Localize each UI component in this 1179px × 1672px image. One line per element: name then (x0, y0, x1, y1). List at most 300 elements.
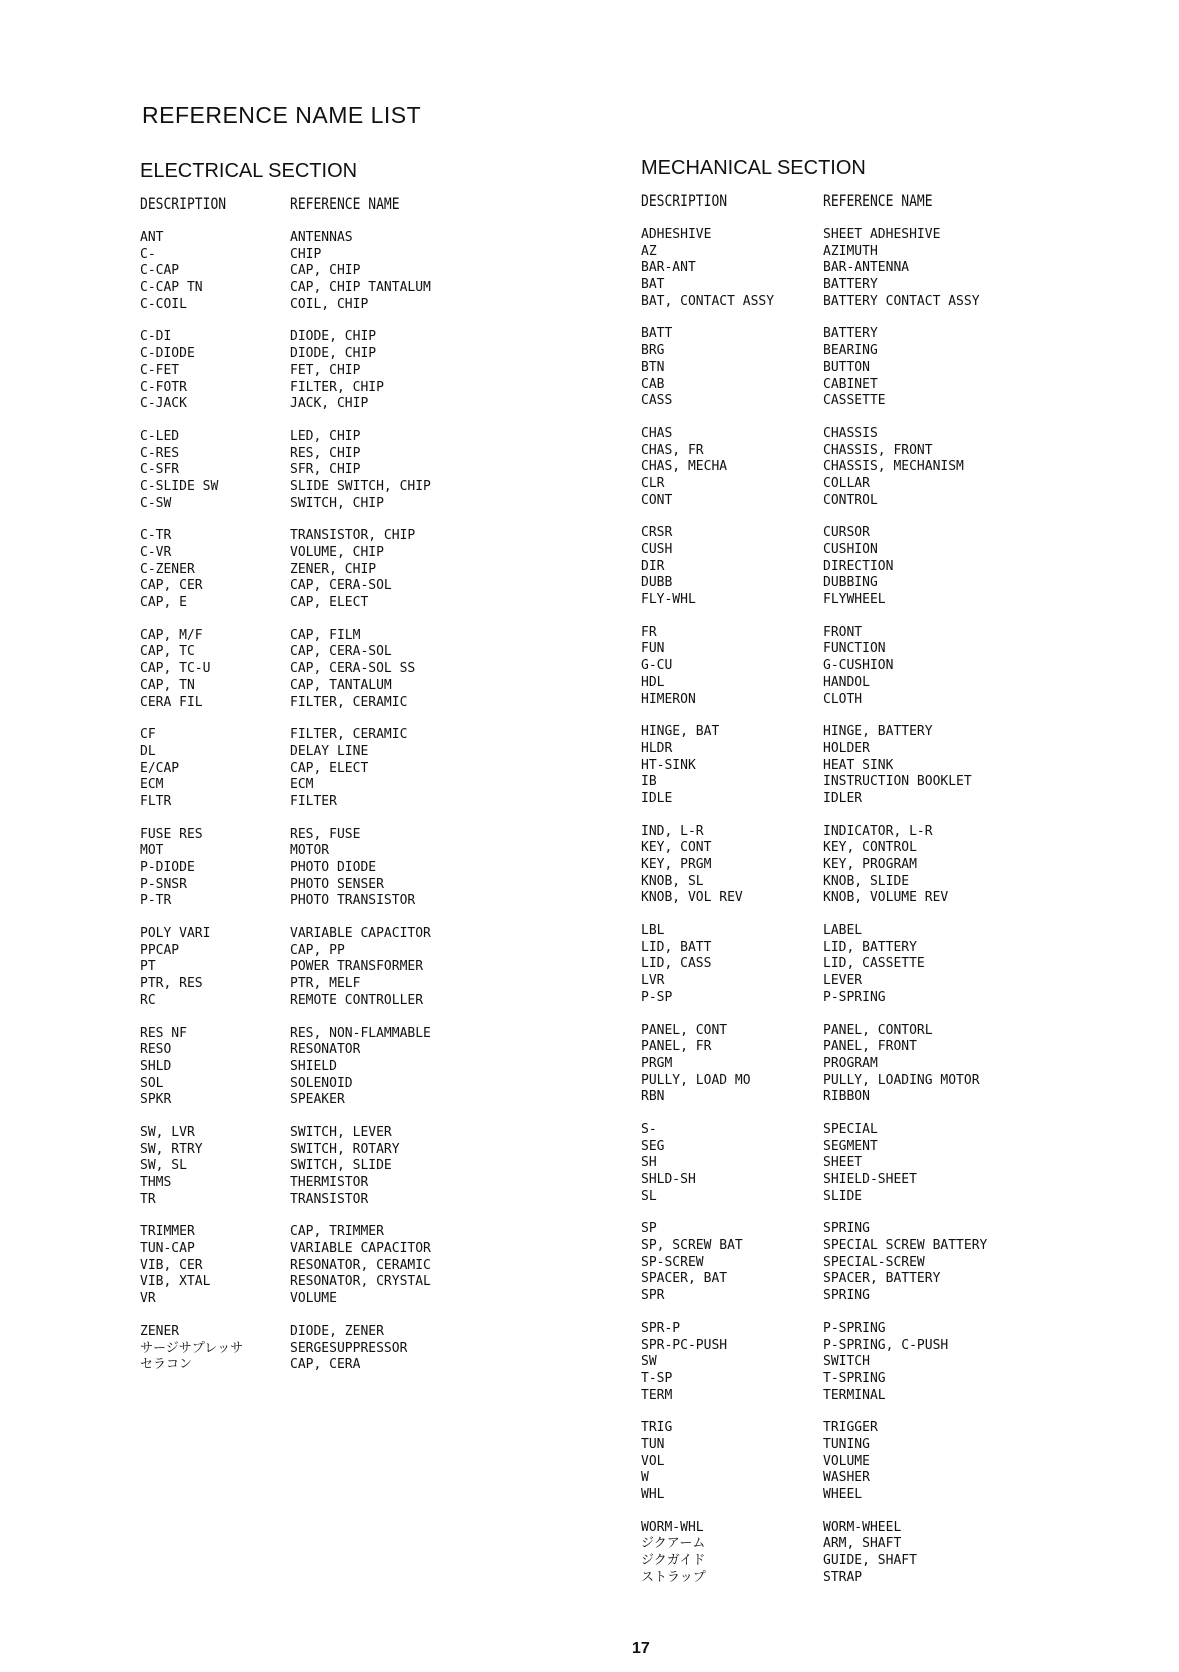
entry-description: C-SFR (140, 462, 180, 478)
entry-description: CHAS (641, 425, 673, 441)
entry-description: DL (140, 743, 156, 759)
list-item (641, 874, 987, 891)
entry-reference-name: STRAP (823, 1569, 863, 1585)
entry-group (140, 230, 431, 313)
entry-description: SP (641, 1221, 657, 1237)
entry-description: SH (641, 1155, 657, 1171)
entry-reference-name: T-SPRING (823, 1370, 886, 1386)
entry-reference-name: INDICATOR, L-R (823, 823, 933, 839)
entry-description: TR (140, 1191, 156, 1207)
list-item (140, 1125, 431, 1142)
list-item (641, 758, 987, 775)
list-item (641, 625, 987, 642)
list-item (641, 493, 987, 510)
list-item (140, 860, 431, 877)
entry-reference-name: DIODE, CHIP (290, 329, 377, 345)
entry-description: THMS (140, 1175, 172, 1190)
entry-reference-name: WASHER (823, 1470, 870, 1486)
entry-group (641, 724, 987, 807)
entry-description: CAP, TN (140, 677, 195, 693)
entry-reference-name: CLOTH (823, 691, 863, 707)
list-item (641, 1470, 987, 1487)
entry-reference-name: VOLUME (823, 1453, 870, 1469)
entry-description: サージサプレッサ (140, 1340, 244, 1356)
list-item (641, 1255, 987, 1272)
list-item (140, 644, 431, 661)
entry-description: C-FOTR (140, 379, 187, 395)
entry-description: VR (140, 1291, 156, 1307)
entry-reference-name: VOLUME (290, 1291, 337, 1307)
entry-reference-name: DIRECTION (823, 558, 894, 574)
entry-reference-name: HINGE, BATTERY (823, 724, 933, 740)
entry-description: C-RES (140, 445, 180, 461)
list-item (140, 1324, 431, 1341)
entry-description: SP-SCREW (641, 1254, 704, 1270)
entry-description: SEG (641, 1138, 665, 1154)
list-item (140, 993, 431, 1010)
entry-reference-name: THERMISTOR (290, 1175, 369, 1190)
entry-reference-name: KNOB, SLIDE (823, 873, 910, 889)
entry-description: IND, L-R (641, 823, 704, 839)
entry-reference-name: IDLER (823, 790, 863, 806)
entry-reference-name: SHEET ADHESHIVE (823, 227, 941, 242)
entry-description: CAP, TC (140, 644, 195, 660)
list-item (140, 528, 431, 545)
list-item (140, 727, 431, 744)
entry-description: RESO (140, 1042, 172, 1058)
entry-reference-name: BEARING (823, 343, 878, 359)
entry-reference-name: HANDOL (823, 674, 870, 690)
entry-description: BATT (641, 326, 673, 342)
entry-reference-name: SOLENOID (290, 1075, 353, 1091)
entry-group (140, 429, 431, 512)
list-item (140, 1192, 431, 1209)
entry-description: SHLD-SH (641, 1172, 696, 1187)
entry-reference-name: BAR-ANTENNA (823, 260, 910, 276)
page-number: 17 (632, 1640, 650, 1657)
list-item (140, 661, 431, 678)
list-item (641, 1221, 987, 1238)
list-item (140, 346, 431, 363)
list-item (140, 1076, 431, 1093)
entry-description: C-VR (140, 545, 172, 560)
list-item (641, 592, 987, 609)
entry-description: VIB, CER (140, 1257, 203, 1273)
list-item (641, 1487, 987, 1504)
entry-description: CAP, E (140, 595, 187, 611)
entry-description: C-DIODE (140, 346, 195, 362)
list-item (641, 990, 987, 1007)
entry-description: LID, CASS (641, 956, 712, 972)
entry-group (641, 1420, 987, 1503)
entry-description: BTN (641, 359, 665, 375)
entry-reference-name: INSTRUCTION BOOKLET (823, 774, 972, 790)
entry-description: CASS (641, 393, 673, 409)
list-item (641, 575, 987, 592)
entry-description: CONT (641, 492, 673, 508)
entry-reference-name: SLIDE (823, 1188, 863, 1204)
entry-description: SW, SL (140, 1158, 187, 1174)
list-item (641, 956, 987, 973)
list-item (641, 1553, 987, 1570)
entry-reference-name: RIBBON (823, 1089, 870, 1105)
entry-description: FLTR (140, 793, 172, 809)
list-item (641, 1039, 987, 1056)
entry-description: KNOB, SL (641, 873, 704, 889)
list-item (641, 360, 987, 377)
list-item (641, 1023, 987, 1040)
entry-reference-name: RESONATOR (290, 1042, 361, 1058)
list-item (641, 1122, 987, 1139)
entry-reference-name: CHASSIS (823, 425, 878, 441)
entry-reference-name: P-SPRING (823, 1320, 886, 1336)
entry-description: CRSR (641, 525, 673, 541)
entry-group (140, 827, 431, 910)
list-item (641, 559, 987, 576)
list-item (140, 628, 431, 645)
entry-description: PANEL, FR (641, 1039, 712, 1055)
list-item (641, 1288, 987, 1305)
entry-reference-name: MOTOR (290, 843, 330, 859)
entry-reference-name: BATTERY (823, 277, 878, 293)
entry-reference-name: AZIMUTH (823, 243, 878, 259)
entry-description: SPKR (140, 1092, 172, 1108)
entry-group (641, 1122, 987, 1205)
entry-description: LID, BATT (641, 939, 712, 955)
list-item (641, 1271, 987, 1288)
electrical-header-reference: REFERENCE NAME (290, 195, 400, 214)
entry-description: P-SNSR (140, 876, 187, 892)
entry-reference-name: SPRING (823, 1288, 870, 1304)
mechanical-column-headers (641, 192, 987, 211)
list-item (641, 476, 987, 493)
entry-description: SPR (641, 1288, 665, 1304)
entry-description: C-ZENER (140, 561, 195, 577)
entry-reference-name: ECM (290, 777, 314, 793)
entry-reference-name: PHOTO SENSER (290, 876, 384, 892)
entry-description: ジクガイド (641, 1553, 706, 1569)
entry-description: WHL (641, 1487, 665, 1502)
entry-group (641, 625, 987, 708)
list-item (140, 363, 431, 380)
entry-reference-name: CONTROL (823, 492, 878, 508)
list-item (140, 446, 431, 463)
entry-reference-name: FILTER, CERAMIC (290, 694, 408, 710)
electrical-list (140, 230, 431, 1390)
entry-reference-name: WORM-WHEEL (823, 1519, 902, 1535)
entry-reference-name: PROGRAM (823, 1055, 878, 1071)
entry-description: HT-SINK (641, 757, 696, 773)
entry-reference-name: CAP, CERA-SOL (290, 644, 392, 660)
list-item (140, 1158, 431, 1175)
entry-reference-name: PULLY, LOADING MOTOR (823, 1072, 980, 1088)
entry-reference-name: CABINET (823, 376, 878, 392)
entry-group (641, 1023, 987, 1106)
entry-reference-name: CAP, ELECT (290, 595, 369, 611)
electrical-section-title: ELECTRICAL SECTION (140, 160, 358, 182)
entry-reference-name: KNOB, VOLUME REV (823, 890, 949, 906)
entry-description: G-CU (641, 658, 673, 674)
entry-reference-name: CHASSIS, FRONT (823, 442, 933, 458)
list-item (641, 1238, 987, 1255)
entry-description: P-SP (641, 989, 673, 1005)
entry-description: P-TR (140, 893, 172, 909)
entry-description: ZENER (140, 1323, 180, 1339)
entry-description: PULLY, LOAD MO (641, 1072, 751, 1088)
entry-description: ECM (140, 777, 164, 793)
entry-group (140, 1324, 431, 1374)
entry-description: SOL (140, 1075, 164, 1091)
entry-reference-name: SPECIAL-SCREW (823, 1254, 925, 1270)
entry-description: TUN (641, 1436, 665, 1452)
entry-group (140, 528, 431, 611)
list-item (641, 326, 987, 343)
list-item (140, 1092, 431, 1109)
list-item (140, 297, 431, 314)
entry-reference-name: SPECIAL (823, 1121, 878, 1137)
list-item (641, 260, 987, 277)
entry-description: AZ (641, 243, 657, 259)
entry-description: LVR (641, 973, 665, 989)
entry-description: IDLE (641, 790, 673, 806)
entry-description: C-CAP (140, 263, 180, 279)
entry-description: VOL (641, 1453, 665, 1469)
list-item (641, 525, 987, 542)
entry-reference-name: COLLAR (823, 475, 870, 491)
entry-reference-name: SPRING (823, 1221, 870, 1237)
electrical-header-description: DESCRIPTION (140, 195, 227, 214)
list-item (641, 1089, 987, 1106)
entry-description: WORM-WHL (641, 1519, 704, 1535)
entry-description: SL (641, 1188, 657, 1204)
list-item (641, 973, 987, 990)
list-item (140, 827, 431, 844)
entry-reference-name: LEVER (823, 973, 863, 989)
list-item (641, 443, 987, 460)
entry-reference-name: ANTENNAS (290, 230, 353, 245)
entry-reference-name: FILTER, CERAMIC (290, 727, 408, 743)
entry-description: BAT (641, 277, 665, 293)
entry-group (641, 1221, 987, 1304)
entry-reference-name: FUNCTION (823, 641, 886, 657)
list-item (140, 1042, 431, 1059)
entry-description: ジクアーム (641, 1536, 706, 1552)
entry-reference-name: DELAY LINE (290, 743, 369, 759)
entry-reference-name: LID, CASSETTE (823, 956, 925, 972)
entry-description: TERM (641, 1387, 673, 1403)
entry-description: P-DIODE (140, 860, 195, 875)
mechanical-header-description: DESCRIPTION (641, 192, 728, 211)
entry-group (140, 329, 431, 412)
entry-description: S- (641, 1121, 657, 1137)
entry-description: ANT (140, 230, 164, 245)
entry-reference-name: SFR, CHIP (290, 462, 361, 478)
list-item (641, 940, 987, 957)
entry-description: RC (140, 992, 156, 1008)
entry-group (641, 525, 987, 608)
list-item (641, 1056, 987, 1073)
entry-reference-name: CHIP (290, 246, 322, 262)
entry-reference-name: SEGMENT (823, 1138, 878, 1154)
entry-reference-name: KEY, CONTROL (823, 840, 917, 856)
entry-reference-name: BATTERY CONTACT ASSY (823, 293, 980, 309)
entry-reference-name: BUTTON (823, 359, 870, 375)
list-item (641, 824, 987, 841)
entry-reference-name: BATTERY (823, 326, 878, 342)
entry-description: TRIMMER (140, 1224, 195, 1240)
list-item (641, 426, 987, 443)
entry-description: CERA FIL (140, 694, 203, 710)
list-item (641, 1354, 987, 1371)
list-item (641, 857, 987, 874)
list-item (140, 1357, 431, 1374)
entry-description: C-LED (140, 428, 180, 444)
entry-reference-name: CAP, TANTALUM (290, 677, 392, 693)
entry-reference-name: P-SPRING (823, 989, 886, 1005)
list-item (140, 380, 431, 397)
list-item (140, 429, 431, 446)
entry-reference-name: ARM, SHAFT (823, 1536, 902, 1552)
list-item (140, 595, 431, 612)
entry-description: KEY, CONT (641, 840, 712, 856)
entry-reference-name: CUSHION (823, 542, 878, 557)
list-item (140, 1224, 431, 1241)
list-item (140, 247, 431, 264)
entry-description: FR (641, 624, 657, 640)
entry-description: LBL (641, 923, 665, 939)
entry-reference-name: TERMINAL (823, 1387, 886, 1403)
entry-reference-name: CAP, TRIMMER (290, 1224, 384, 1240)
list-item (641, 774, 987, 791)
list-item (641, 1338, 987, 1355)
entry-description: W (641, 1470, 649, 1486)
entry-reference-name: RES, CHIP (290, 445, 361, 461)
list-item (140, 695, 431, 712)
entry-description: MOT (140, 843, 164, 859)
entry-reference-name: SHIELD (290, 1058, 337, 1074)
entry-description: TUN-CAP (140, 1241, 195, 1257)
entry-reference-name: GUIDE, SHAFT (823, 1553, 917, 1569)
list-item (140, 976, 431, 993)
entry-reference-name: SPEAKER (290, 1092, 345, 1108)
entry-description: SP, SCREW BAT (641, 1238, 743, 1254)
entry-description: CHAS, MECHA (641, 459, 728, 475)
entry-description: C-SW (140, 495, 172, 511)
entry-description: SHLD (140, 1058, 172, 1074)
entry-reference-name: JACK, CHIP (290, 396, 369, 412)
list-item (641, 1189, 987, 1206)
list-item (641, 1570, 987, 1587)
list-item (140, 1142, 431, 1159)
entry-reference-name: SWITCH, CHIP (290, 495, 384, 511)
entry-reference-name: POWER TRANSFORMER (290, 959, 424, 975)
entry-reference-name: TRANSISTOR, CHIP (290, 528, 416, 544)
entry-reference-name: CAP, CHIP TANTALUM (290, 280, 431, 296)
list-item (140, 1341, 431, 1358)
list-item (140, 1258, 431, 1275)
entry-description: C-CAP TN (140, 280, 203, 296)
page-title: REFERENCE NAME LIST (142, 102, 422, 128)
entry-reference-name: FLYWHEEL (823, 592, 886, 608)
entry-reference-name: P-SPRING, C-PUSH (823, 1337, 949, 1353)
list-item (641, 1172, 987, 1189)
mechanical-section (641, 157, 987, 1602)
entry-group (641, 923, 987, 1006)
list-item (140, 959, 431, 976)
entry-reference-name: HOLDER (823, 740, 870, 756)
entry-group (140, 926, 431, 1009)
entry-group (641, 1321, 987, 1404)
entry-reference-name: LABEL (823, 923, 863, 939)
entry-description: CHAS, FR (641, 442, 704, 458)
list-item (641, 377, 987, 394)
entry-description: PTR, RES (140, 976, 203, 992)
entry-description: SPR-PC-PUSH (641, 1337, 728, 1353)
list-item (140, 1026, 431, 1043)
entry-reference-name: LID, BATTERY (823, 939, 917, 955)
entry-description: BAT, CONTACT ASSY (641, 293, 775, 309)
entry-reference-name: WHEEL (823, 1487, 863, 1502)
entry-description: PT (140, 959, 156, 975)
entry-reference-name: FILTER, CHIP (290, 379, 384, 395)
entry-reference-name: CURSOR (823, 525, 870, 541)
entry-description: FUSE RES (140, 826, 203, 842)
entry-description: CAP, M/F (140, 627, 203, 643)
entry-description: KNOB, VOL REV (641, 890, 743, 906)
entry-reference-name: SHEET (823, 1155, 863, 1171)
entry-reference-name: CASSETTE (823, 393, 886, 409)
entry-reference-name: TUNING (823, 1436, 870, 1452)
list-item (641, 741, 987, 758)
entry-reference-name: VARIABLE CAPACITOR (290, 926, 431, 942)
entry-description: C-DI (140, 329, 172, 345)
entry-description: SPR-P (641, 1320, 681, 1336)
entry-reference-name: TRANSISTOR (290, 1191, 369, 1207)
entry-description: CAB (641, 376, 665, 392)
entry-description: E/CAP (140, 760, 180, 776)
entry-reference-name: RESONATOR, CRYSTAL (290, 1274, 431, 1290)
entry-description: ADHESHIVE (641, 227, 712, 242)
entry-reference-name: PANEL, CONTORL (823, 1022, 933, 1038)
entry-reference-name: G-CUSHION (823, 658, 894, 674)
entry-reference-name: SPECIAL SCREW BATTERY (823, 1238, 988, 1254)
list-item (641, 542, 987, 559)
entry-reference-name: PTR, MELF (290, 976, 361, 992)
entry-description: HDL (641, 674, 665, 690)
list-item (140, 794, 431, 811)
entry-group (641, 227, 987, 310)
list-item (140, 1241, 431, 1258)
entry-description: DUBB (641, 575, 673, 591)
list-item (641, 840, 987, 857)
entry-group (140, 1125, 431, 1208)
list-item (140, 877, 431, 894)
entry-reference-name: PHOTO TRANSISTOR (290, 893, 416, 909)
entry-description: HLDR (641, 740, 673, 756)
entry-reference-name: CAP, CERA-SOL SS (290, 661, 416, 677)
entry-reference-name: KEY, PROGRAM (823, 857, 917, 872)
list-item (140, 1274, 431, 1291)
electrical-section (140, 160, 431, 1390)
mechanical-section-title: MECHANICAL SECTION (641, 157, 866, 179)
electrical-column-headers (140, 195, 431, 214)
list-item (140, 578, 431, 595)
list-item (641, 890, 987, 907)
list-item (140, 263, 431, 280)
entry-description: RES NF (140, 1025, 187, 1041)
entry-reference-name: DIODE, CHIP (290, 346, 377, 362)
entry-description: CUSH (641, 542, 673, 557)
